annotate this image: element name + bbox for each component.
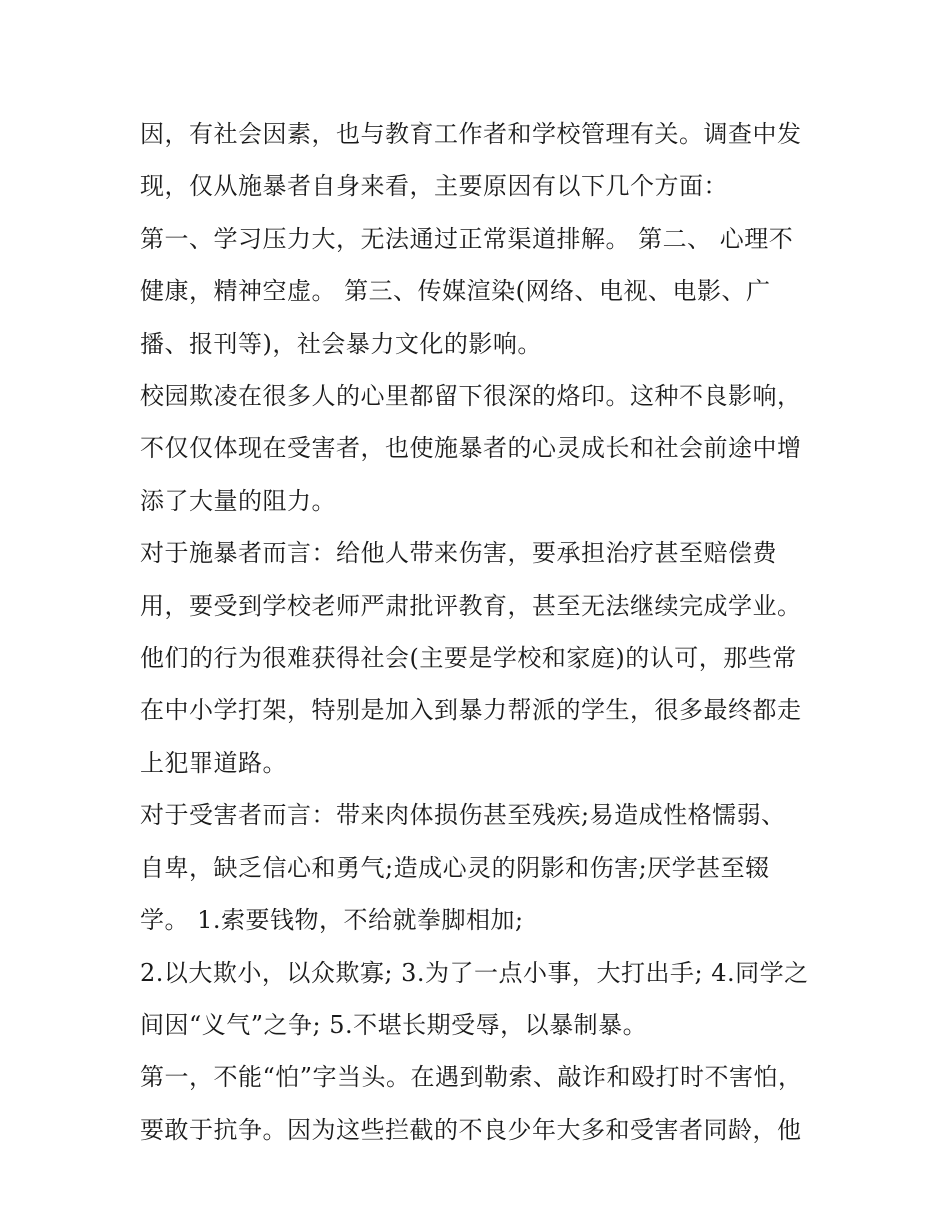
text-line: 播、报刊等)，社会暴力文化的影响。 <box>140 329 542 358</box>
text-line: 第一、学习压力大，无法通过正常渠道排解。 第二、 心理不 <box>140 224 794 253</box>
text-line: 现，仅从施暴者自身来看，主要原因有以下几个方面： <box>140 172 728 201</box>
text-line: 校园欺凌在很多人的心里都留下很深的烙印。这种不良影响， <box>140 382 802 411</box>
text-line: 2.以大欺小，以众欺寡; 3.为了一点小事，大打出手; 4.同学之 <box>140 958 809 987</box>
text-line: 不仅仅体现在受害者，也使施暴者的心灵成长和社会前途中增 <box>140 434 802 463</box>
text-line: 第一，不能“怕”字当头。在遇到勒索、敲诈和殴打时不害怕， <box>140 1063 803 1092</box>
text-line: 间因“义气”之争; 5.不堪长期受辱，以暴制暴。 <box>140 1010 648 1039</box>
text-line: 上犯罪道路。 <box>140 748 287 777</box>
text-line: 因，有社会因素，也与教育工作者和学校管理有关。调查中发 <box>140 120 802 148</box>
text-line: 对于受害者而言：带来肉体损伤甚至残疾;易造成性格懦弱、 <box>140 801 786 830</box>
text-line: 用，要受到学校老师严肃批评教育，甚至无法继续完成学业。 <box>140 591 802 620</box>
text-line: 在中小学打架，特别是加入到暴力帮派的学生，很多最终都走 <box>140 696 802 725</box>
text-line: 学。 1.索要钱物，不给就拳脚相加; <box>140 906 524 935</box>
text-line: 健康，精神空虚。 第三、传媒渲染(网络、电视、电影、广 <box>140 277 771 306</box>
text-line: 他们的行为很难获得社会(主要是学校和家庭)的认可，那些常 <box>140 644 797 673</box>
text-line: 添了大量的阻力。 <box>140 486 336 515</box>
text-line: 要敢于抗争。因为这些拦截的不良少年大多和受害者同龄，他 <box>140 1115 802 1144</box>
text-line: 对于施暴者而言：给他人带来伤害，要承担治疗甚至赔偿费 <box>140 539 777 568</box>
text-line: 自卑，缺乏信心和勇气;造成心灵的阴影和伤害;厌学甚至辍 <box>140 853 770 882</box>
body-text <box>140 108 840 1156</box>
